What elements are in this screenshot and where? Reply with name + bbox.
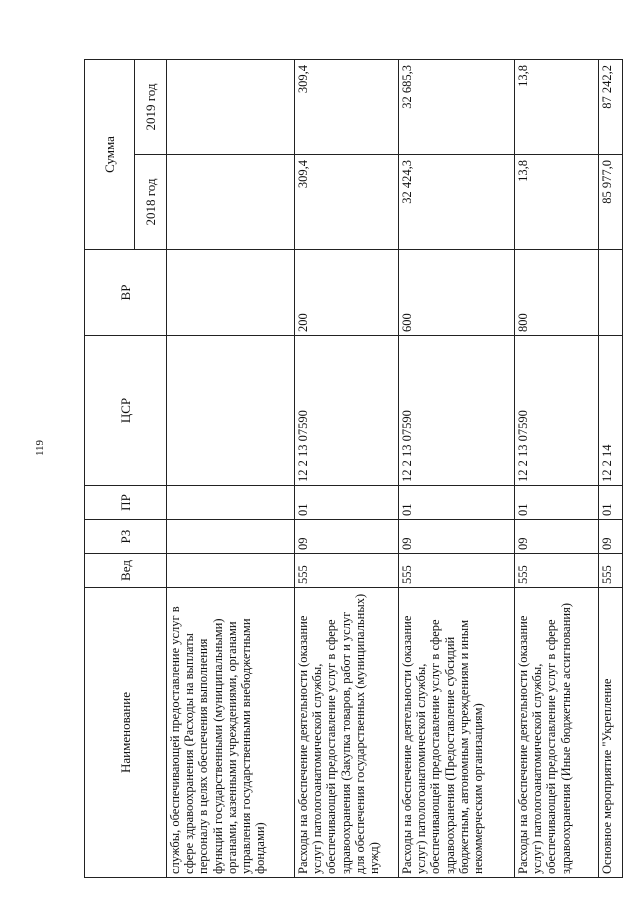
header-csr: ЦСР bbox=[85, 336, 167, 486]
row-csr: 12 2 13 07590 bbox=[515, 336, 599, 486]
table-row bbox=[515, 60, 599, 878]
table-row bbox=[399, 60, 515, 878]
row-rz: 09 bbox=[399, 520, 515, 554]
row-sum-2019: 13,8 bbox=[515, 60, 599, 155]
row-vr bbox=[599, 250, 623, 336]
row-pr: 01 bbox=[515, 486, 599, 520]
row-pr: 01 bbox=[295, 486, 399, 520]
table-row bbox=[167, 60, 295, 878]
row-rz: 09 bbox=[515, 520, 599, 554]
row-rz: 09 bbox=[599, 520, 623, 554]
row-sum-2019: 309,4 bbox=[295, 60, 399, 155]
row-vr: 200 bbox=[295, 250, 399, 336]
row-vr: 800 bbox=[515, 250, 599, 336]
table-row bbox=[295, 60, 399, 878]
row-name: службы, обеспечивающей предоставление услуг в сфере здравоохранения (Расходы на выплаты персоналу в целях обеспечения выполнения функций государственными (муниципальными) органами, казенными учреждениями, органами управления государственными внебюджетными фондами) bbox=[167, 588, 295, 878]
row-sum-2018 bbox=[167, 155, 295, 250]
header-vr: ВР bbox=[85, 250, 167, 336]
row-sum-2019 bbox=[167, 60, 295, 155]
budget-table bbox=[84, 59, 623, 878]
row-csr: 12 2 13 07590 bbox=[295, 336, 399, 486]
row-name: Расходы на обеспечение деятельности (оказание услуг) патологоанатомической службы, обеспечивающей предоставление услуг в сфере здравоохранения (Предоставление субсидий бюджетным, автономным учреждениям и иным некоммерческим организациям) bbox=[399, 588, 515, 878]
page-number: 119 bbox=[34, 439, 46, 457]
row-vr bbox=[167, 250, 295, 336]
row-rz bbox=[167, 520, 295, 554]
row-sum-2018: 13,8 bbox=[515, 155, 599, 250]
row-csr: 12 2 13 07590 bbox=[399, 336, 515, 486]
row-pr bbox=[167, 486, 295, 520]
row-ved: 555 bbox=[515, 554, 599, 588]
header-year-2018: 2018 год bbox=[135, 155, 167, 250]
row-name: Расходы на обеспечение деятельности (оказание услуг) патологоанатомической службы, обеспечивающей предоставление услуг в сфере здравоохранения (Иные бюджетные ассигнования) bbox=[515, 588, 599, 878]
row-ved: 555 bbox=[295, 554, 399, 588]
row-pr: 01 bbox=[399, 486, 515, 520]
row-sum-2018: 85 977,0 bbox=[599, 155, 623, 250]
header-row bbox=[85, 60, 135, 878]
budget-table-page bbox=[84, 60, 622, 878]
row-name: Расходы на обеспечение деятельности (оказание услуг) патологоанатомической службы, обеспечивающей предоставление услуг в сфере здравоохранения (Закупка товаров, работ и услуг для обеспечения государственных (муниципальных) нужд) bbox=[295, 588, 399, 878]
header-sum: Сумма bbox=[85, 60, 135, 250]
row-csr bbox=[167, 336, 295, 486]
row-pr: 01 bbox=[599, 486, 623, 520]
table-row bbox=[599, 60, 623, 878]
header-pr: ПР bbox=[85, 486, 167, 520]
row-csr: 12 2 14 bbox=[599, 336, 623, 486]
row-sum-2019: 32 685,3 bbox=[399, 60, 515, 155]
header-ved: Вед bbox=[85, 554, 167, 588]
row-name: Основное мероприятие "Укрепление bbox=[599, 588, 623, 878]
row-sum-2018: 32 424,3 bbox=[399, 155, 515, 250]
row-sum-2018: 309,4 bbox=[295, 155, 399, 250]
row-ved: 555 bbox=[399, 554, 515, 588]
header-name: Наименование bbox=[85, 588, 167, 878]
header-year-2019: 2019 год bbox=[135, 60, 167, 155]
row-rz: 09 bbox=[295, 520, 399, 554]
row-sum-2019: 87 242,2 bbox=[599, 60, 623, 155]
row-vr: 600 bbox=[399, 250, 515, 336]
row-ved: 555 bbox=[599, 554, 623, 588]
row-ved bbox=[167, 554, 295, 588]
header-rz: РЗ bbox=[85, 520, 167, 554]
